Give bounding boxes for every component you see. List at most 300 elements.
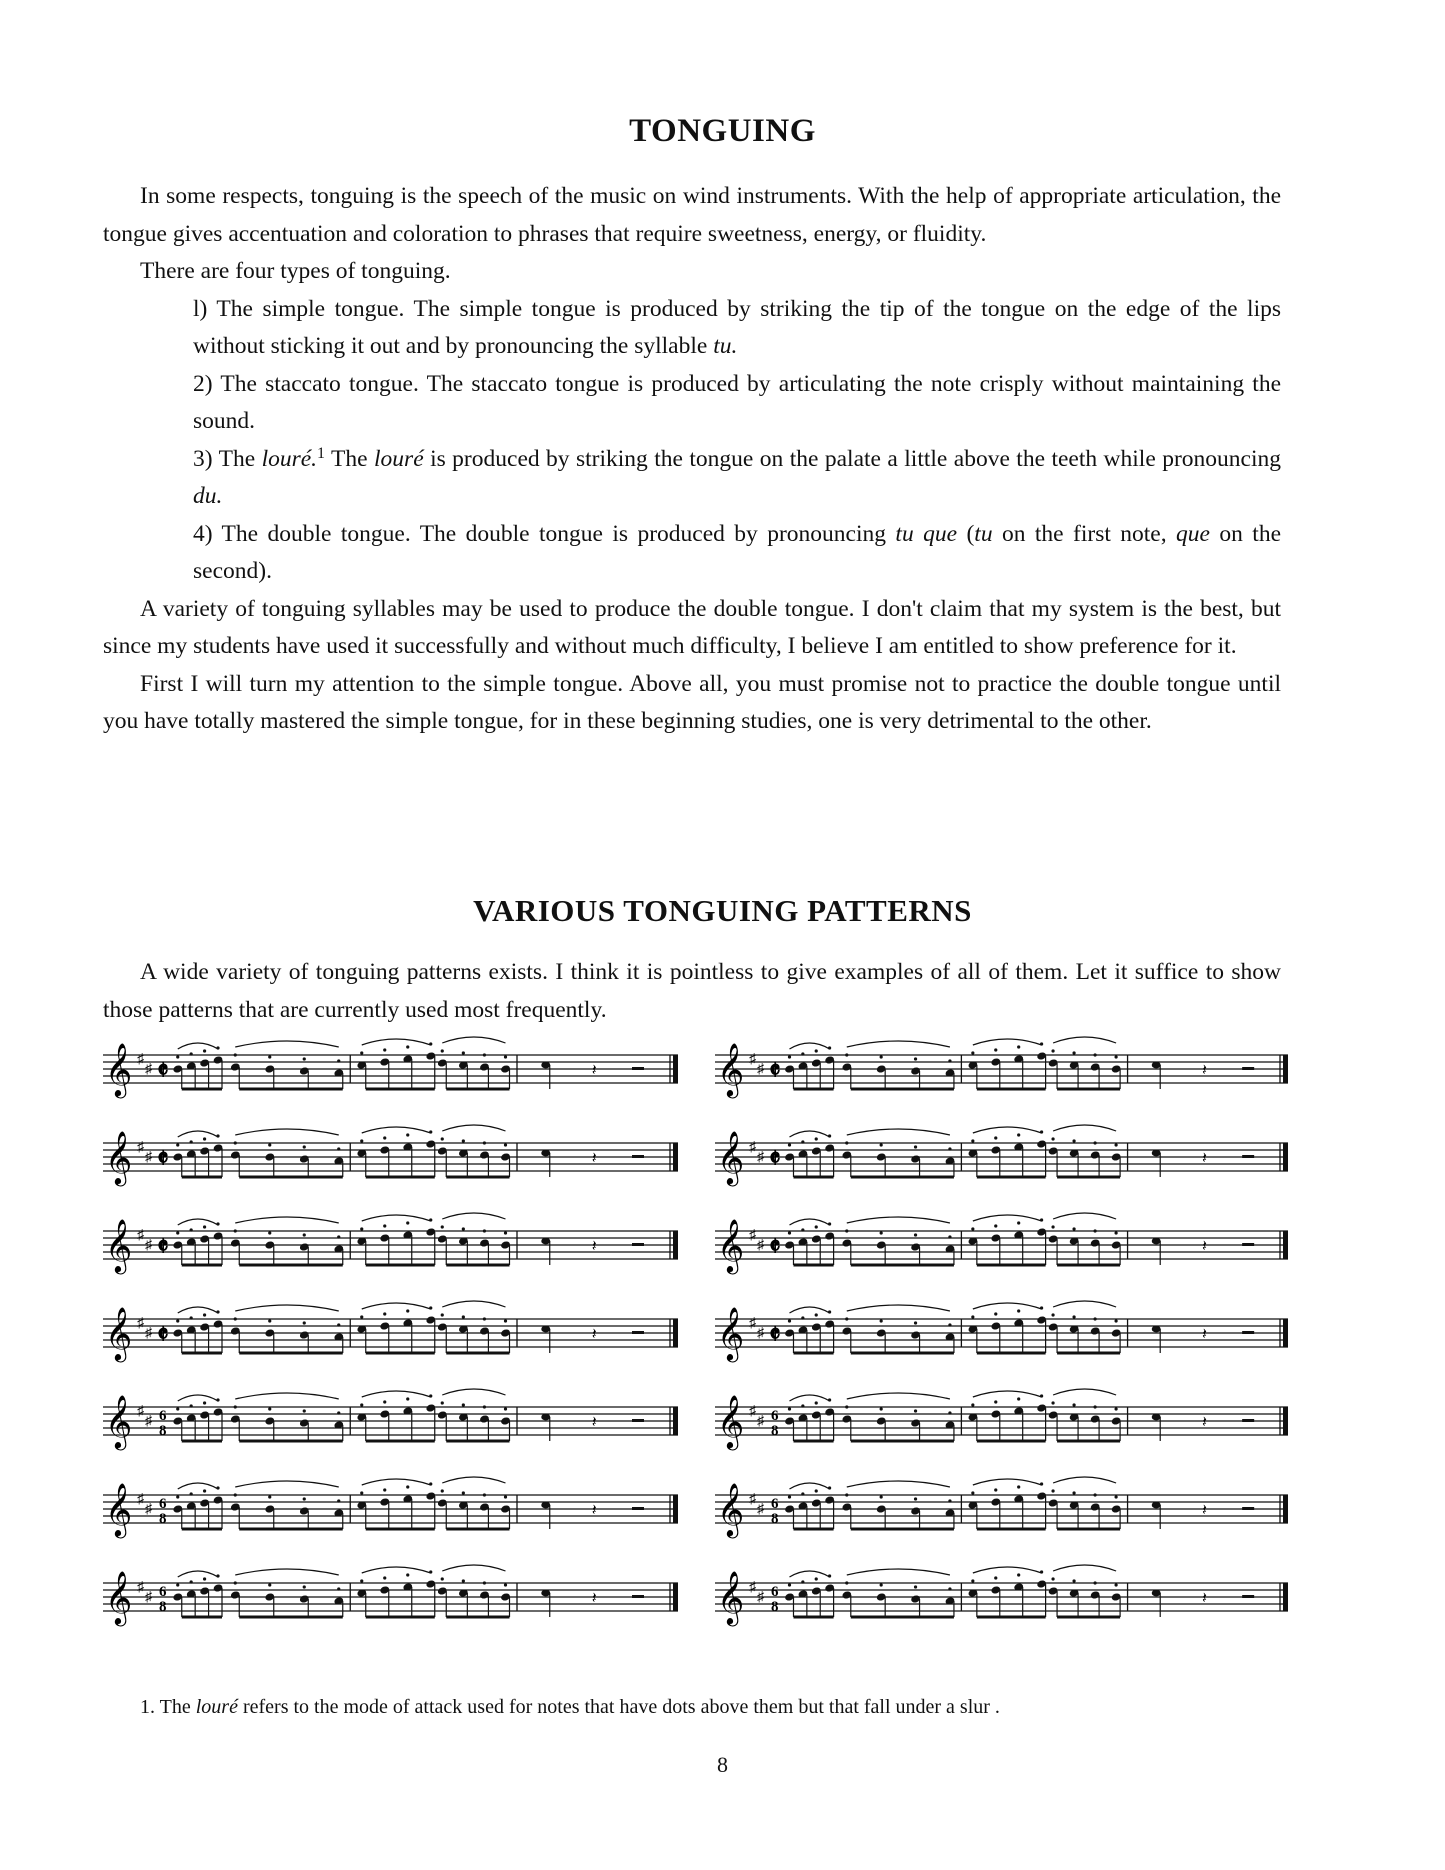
staccato-dot xyxy=(360,1579,363,1582)
note-head xyxy=(1152,1150,1161,1157)
slur xyxy=(178,1219,218,1225)
final-barline xyxy=(1283,1143,1288,1171)
staccato-dot xyxy=(203,1313,206,1316)
staccato-dot xyxy=(1017,1573,1020,1576)
time-signature-top: 6 xyxy=(159,1584,167,1600)
half-rest xyxy=(632,1595,644,1598)
staccato-dot xyxy=(1017,1133,1020,1136)
staccato-dot xyxy=(441,1137,444,1140)
staccato-dot xyxy=(234,1229,237,1232)
staccato-dot xyxy=(303,1057,306,1060)
time-signature-bottom: 8 xyxy=(159,1423,167,1439)
staccato-dot xyxy=(880,1495,883,1498)
sharp-icon: ♯ xyxy=(757,1414,764,1429)
staccato-dot xyxy=(914,1321,917,1324)
sharp-icon: ♯ xyxy=(757,1326,764,1341)
staccato-dot xyxy=(801,1580,804,1583)
tonguing-list xyxy=(103,291,1281,591)
rest-icon: 𝄽 xyxy=(591,1150,597,1167)
staccato-dot xyxy=(1115,1143,1118,1146)
staccato-dot xyxy=(303,1233,306,1236)
staccato-dot xyxy=(801,1316,804,1319)
slur xyxy=(362,1303,431,1309)
staccato-dot xyxy=(1072,1491,1075,1494)
staccato-dot xyxy=(383,1312,386,1315)
staccato-dot xyxy=(845,1141,848,1144)
staccato-dot xyxy=(801,1404,804,1407)
staccato-dot xyxy=(383,1400,386,1403)
staccato-dot xyxy=(1115,1231,1118,1234)
slur xyxy=(235,1305,339,1311)
staccato-dot xyxy=(268,1231,271,1234)
staccato-dot xyxy=(483,1581,486,1584)
slur xyxy=(1053,1565,1116,1571)
slur xyxy=(1053,1037,1116,1043)
staccato-dot xyxy=(234,1405,237,1408)
staccato-dot xyxy=(815,1577,818,1580)
staccato-dot xyxy=(1072,1051,1075,1054)
staccato-dot xyxy=(845,1229,848,1232)
sharp-icon: ♯ xyxy=(137,1228,144,1243)
staccato-dot xyxy=(1051,1489,1054,1492)
staccato-dot xyxy=(948,1499,951,1502)
final-barline xyxy=(1283,1495,1288,1523)
staccato-dot xyxy=(441,1489,444,1492)
sharp-icon: ♯ xyxy=(749,1140,756,1155)
note-head xyxy=(1152,1326,1161,1333)
slur xyxy=(847,1217,950,1223)
slur xyxy=(789,1571,829,1577)
staccato-dot xyxy=(383,1136,386,1139)
footnote: 1. The louré refers to the mode of attack used for notes that have dots above them but that fall under a slur . xyxy=(140,1696,1000,1718)
staccato-dot xyxy=(441,1313,444,1316)
slur xyxy=(847,1569,950,1575)
paragraph-4: First I will turn my attention to the simple tongue. Above all, you must promise not to practice the double tongue until you have totally mastered the simple tongue, for in these beginning studies, one is very detrimental to the other. xyxy=(103,670,1281,734)
staccato-dot xyxy=(994,1400,997,1403)
staccato-dot xyxy=(788,1407,791,1410)
slur xyxy=(973,1127,1042,1133)
rest-icon: 𝄽 xyxy=(1202,1150,1207,1167)
staccato-dot xyxy=(441,1049,444,1052)
staccato-dot xyxy=(994,1576,997,1579)
staccato-dot xyxy=(1093,1317,1096,1320)
staccato-dot xyxy=(337,1323,340,1326)
slur xyxy=(1053,1213,1116,1219)
rest-icon: 𝄽 xyxy=(591,1502,597,1519)
staccato-dot xyxy=(1115,1319,1118,1322)
staccato-dot xyxy=(176,1495,179,1498)
slur xyxy=(178,1043,218,1049)
list-item-4: 4) The double tongue. The double tongue is produced by pronouncing tu que (tu on the first note, que on the second). xyxy=(193,520,1281,584)
sharp-icon: ♯ xyxy=(137,1140,144,1155)
half-rest xyxy=(632,1155,644,1158)
staccato-dot xyxy=(203,1401,206,1404)
staccato-dot xyxy=(203,1489,206,1492)
slur xyxy=(235,1217,339,1223)
sharp-icon: ♯ xyxy=(749,1052,756,1067)
staccato-dot xyxy=(504,1055,507,1058)
note-head xyxy=(541,1414,550,1421)
staccato-dot xyxy=(176,1407,179,1410)
sharp-icon: ♯ xyxy=(749,1580,756,1595)
staccato-dot xyxy=(948,1587,951,1590)
sharp-icon: ♯ xyxy=(749,1492,756,1507)
staccato-dot xyxy=(190,1140,193,1143)
sharp-icon: ♯ xyxy=(145,1590,152,1605)
time-signature-top: 6 xyxy=(159,1408,167,1424)
staccato-dot xyxy=(337,1499,340,1502)
staccato-dot xyxy=(190,1316,193,1319)
staccato-dot xyxy=(203,1225,206,1228)
final-barline xyxy=(1283,1319,1288,1347)
staccato-dot xyxy=(176,1143,179,1146)
time-signature: 𝄵 xyxy=(769,1056,781,1086)
staccato-dot xyxy=(1051,1577,1054,1580)
sharp-icon: ♯ xyxy=(757,1062,764,1077)
slur xyxy=(847,1481,950,1487)
staccato-dot xyxy=(815,1489,818,1492)
slur xyxy=(973,1303,1042,1309)
staccato-dot xyxy=(383,1048,386,1051)
slur xyxy=(789,1219,829,1225)
slur xyxy=(1053,1389,1116,1395)
staccato-dot xyxy=(337,1411,340,1414)
treble-clef-icon: 𝄞 xyxy=(717,1482,745,1536)
staccato-dot xyxy=(971,1579,974,1582)
sharp-icon: ♯ xyxy=(757,1502,764,1517)
treble-clef-icon: 𝄞 xyxy=(105,1306,133,1360)
staccato-dot xyxy=(788,1143,791,1146)
staccato-dot xyxy=(504,1407,507,1410)
staccato-dot xyxy=(801,1052,804,1055)
staccato-dot xyxy=(190,1492,193,1495)
page-title: TONGUING xyxy=(629,113,816,149)
staccato-dot xyxy=(203,1049,206,1052)
staccato-dot xyxy=(948,1059,951,1062)
staccato-dot xyxy=(383,1224,386,1227)
staccato-dot xyxy=(360,1315,363,1318)
final-barline xyxy=(673,1231,678,1259)
staccato-dot xyxy=(483,1053,486,1056)
staccato-dot xyxy=(1017,1045,1020,1048)
rest-icon: 𝄽 xyxy=(591,1062,597,1079)
slur xyxy=(235,1129,339,1135)
treble-clef-icon: 𝄞 xyxy=(105,1394,133,1448)
slur xyxy=(442,1565,505,1571)
staccato-dot xyxy=(788,1231,791,1234)
staccato-dot xyxy=(337,1059,340,1062)
staccato-dot xyxy=(268,1407,271,1410)
list-item-1: l) The simple tongue. The simple tongue is produced by striking the tip of the tongue on the edge of the lips without sticking it out and by pronouncing the syllable tu. xyxy=(193,295,1281,359)
paragraph-1: In some respects, tonguing is the speech of the music on wind instruments. With the help of appropriate articulation, the tongue gives accentuation and coloration to phrases that require sweetness, energy, or fluidity. xyxy=(103,183,1281,247)
staccato-dot xyxy=(483,1141,486,1144)
treble-clef-icon: 𝄞 xyxy=(717,1218,745,1272)
staccato-dot xyxy=(880,1055,883,1058)
note-head xyxy=(541,1238,550,1245)
staccato-dot xyxy=(462,1491,465,1494)
sharp-icon: ♯ xyxy=(137,1404,144,1419)
staccato-dot xyxy=(504,1231,507,1234)
sharp-icon: ♯ xyxy=(137,1316,144,1331)
staccato-dot xyxy=(462,1315,465,1318)
staccato-dot xyxy=(483,1229,486,1232)
staccato-dot xyxy=(880,1583,883,1586)
staccato-dot xyxy=(406,1221,409,1224)
half-rest xyxy=(632,1507,644,1510)
slur xyxy=(1053,1301,1116,1307)
staccato-dot xyxy=(504,1583,507,1586)
slur xyxy=(789,1131,829,1137)
intro-text xyxy=(103,178,1281,741)
slur xyxy=(178,1395,218,1401)
sharp-icon: ♯ xyxy=(145,1150,152,1165)
final-barline xyxy=(673,1495,678,1523)
staccato-dot xyxy=(971,1491,974,1494)
slur xyxy=(1053,1125,1116,1131)
treble-clef-icon: 𝄞 xyxy=(717,1130,745,1184)
staccato-dot xyxy=(845,1317,848,1320)
staccato-dot xyxy=(880,1143,883,1146)
staccato-dot xyxy=(914,1409,917,1412)
staccato-dot xyxy=(303,1585,306,1588)
staccato-dot xyxy=(176,1055,179,1058)
final-barline xyxy=(1283,1407,1288,1435)
time-signature-bottom: 8 xyxy=(771,1423,779,1439)
staccato-dot xyxy=(1051,1225,1054,1228)
note-head xyxy=(541,1326,550,1333)
time-signature: 𝄵 xyxy=(157,1056,169,1086)
music-notation-examples xyxy=(103,1025,1313,1655)
slur xyxy=(789,1395,829,1401)
slur xyxy=(235,1569,339,1575)
staccato-dot xyxy=(360,1403,363,1406)
staccato-dot xyxy=(994,1312,997,1315)
rest-icon: 𝄽 xyxy=(591,1414,597,1431)
footnote-ref: 1 xyxy=(317,444,326,462)
sharp-icon: ♯ xyxy=(749,1316,756,1331)
note-head xyxy=(1152,1238,1161,1245)
sharp-icon: ♯ xyxy=(145,1414,152,1429)
slur xyxy=(973,1567,1042,1573)
staccato-dot xyxy=(880,1231,883,1234)
staccato-dot xyxy=(788,1583,791,1586)
rest-icon: 𝄽 xyxy=(1202,1502,1207,1519)
slur xyxy=(973,1391,1042,1397)
staccato-dot xyxy=(1072,1227,1075,1230)
staccato-dot xyxy=(1093,1493,1096,1496)
staccato-dot xyxy=(1051,1401,1054,1404)
staccato-dot xyxy=(176,1319,179,1322)
staccato-dot xyxy=(914,1057,917,1060)
list-item-2: 2) The staccato tongue. The staccato tongue is produced by articulating the note crisply without maintaining the sound. xyxy=(193,370,1281,434)
half-rest xyxy=(1242,1155,1254,1158)
slur xyxy=(847,1129,950,1135)
staccato-dot xyxy=(1051,1049,1054,1052)
staccato-dot xyxy=(845,1053,848,1056)
time-signature: 𝄵 xyxy=(769,1232,781,1262)
staccato-dot xyxy=(788,1319,791,1322)
time-signature-top: 6 xyxy=(159,1496,167,1512)
staccato-dot xyxy=(176,1231,179,1234)
note-head xyxy=(541,1590,550,1597)
staccato-dot xyxy=(268,1055,271,1058)
sharp-icon: ♯ xyxy=(137,1052,144,1067)
staccato-dot xyxy=(788,1495,791,1498)
slur xyxy=(178,1131,218,1137)
staccato-dot xyxy=(994,1048,997,1051)
final-barline xyxy=(673,1055,678,1083)
staccato-dot xyxy=(914,1497,917,1500)
staccato-dot xyxy=(234,1053,237,1056)
staccato-dot xyxy=(948,1235,951,1238)
treble-clef-icon: 𝄞 xyxy=(717,1042,745,1096)
staccato-dot xyxy=(1072,1139,1075,1142)
slur xyxy=(847,1041,950,1047)
staccato-dot xyxy=(383,1488,386,1491)
treble-clef-icon: 𝄞 xyxy=(105,1482,133,1536)
patterns-intro-text xyxy=(103,954,1281,1029)
half-rest xyxy=(1242,1507,1254,1510)
staccato-dot xyxy=(971,1403,974,1406)
slur xyxy=(442,1477,505,1483)
staccato-dot xyxy=(994,1224,997,1227)
slur xyxy=(362,1479,431,1485)
staccato-dot xyxy=(1072,1403,1075,1406)
staccato-dot xyxy=(462,1403,465,1406)
final-barline xyxy=(1283,1055,1288,1083)
slur xyxy=(789,1043,829,1049)
time-signature-bottom: 8 xyxy=(771,1599,779,1615)
slur xyxy=(362,1391,431,1397)
music-examples xyxy=(103,1025,1313,1655)
staccato-dot xyxy=(815,1049,818,1052)
staccato-dot xyxy=(788,1055,791,1058)
staccato-dot xyxy=(948,1147,951,1150)
staccato-dot xyxy=(1115,1583,1118,1586)
staccato-dot xyxy=(1051,1313,1054,1316)
staccato-dot xyxy=(914,1233,917,1236)
staccato-dot xyxy=(303,1409,306,1412)
note-head xyxy=(1152,1414,1161,1421)
slur xyxy=(235,1393,339,1399)
half-rest xyxy=(632,1331,644,1334)
slur xyxy=(362,1039,431,1045)
staccato-dot xyxy=(994,1488,997,1491)
staccato-dot xyxy=(268,1143,271,1146)
sharp-icon: ♯ xyxy=(145,1326,152,1341)
staccato-dot xyxy=(1093,1229,1096,1232)
time-signature: 𝄵 xyxy=(157,1232,169,1262)
rest-icon: 𝄽 xyxy=(1202,1414,1207,1431)
slur xyxy=(362,1127,431,1133)
time-signature-bottom: 8 xyxy=(159,1599,167,1615)
staccato-dot xyxy=(360,1227,363,1230)
half-rest xyxy=(632,1243,644,1246)
staccato-dot xyxy=(383,1576,386,1579)
rest-icon: 𝄽 xyxy=(591,1238,597,1255)
slur xyxy=(235,1481,339,1487)
staccato-dot xyxy=(441,1401,444,1404)
half-rest xyxy=(632,1067,644,1070)
slur xyxy=(847,1393,950,1399)
staccato-dot xyxy=(462,1579,465,1582)
sharp-icon: ♯ xyxy=(757,1150,764,1165)
staccato-dot xyxy=(994,1136,997,1139)
patterns-paragraph: A wide variety of tonguing patterns exists. I think it is pointless to give examples of all of them. Let it suffice to show those patterns that are currently used most frequently. xyxy=(103,959,1281,1023)
staccato-dot xyxy=(234,1493,237,1496)
staccato-dot xyxy=(360,1051,363,1054)
staccato-dot xyxy=(406,1573,409,1576)
section-title: VARIOUS TONGUING PATTERNS xyxy=(473,893,972,928)
staccato-dot xyxy=(914,1585,917,1588)
rest-icon: 𝄽 xyxy=(1202,1238,1207,1255)
staccato-dot xyxy=(234,1317,237,1320)
list-item-3: 3) The louré.$^1$ The louré is produced by striking the tongue on the palate a little above the teeth while pronouncing du. xyxy=(193,444,1281,509)
sharp-icon: ♯ xyxy=(145,1502,152,1517)
paragraph-2: There are four types of tonguing. xyxy=(140,258,451,284)
staccato-dot xyxy=(815,1313,818,1316)
sharp-icon: ♯ xyxy=(145,1238,152,1253)
rest-icon: 𝄽 xyxy=(1202,1590,1207,1607)
time-signature-bottom: 8 xyxy=(159,1511,167,1527)
time-signature: 𝄵 xyxy=(157,1320,169,1350)
staccato-dot xyxy=(483,1405,486,1408)
sharp-icon: ♯ xyxy=(757,1238,764,1253)
staccato-dot xyxy=(360,1139,363,1142)
staccato-dot xyxy=(190,1052,193,1055)
treble-clef-icon: 𝄞 xyxy=(105,1570,133,1624)
time-signature-top: 6 xyxy=(771,1584,779,1600)
staccato-dot xyxy=(406,1485,409,1488)
final-barline xyxy=(1283,1583,1288,1611)
half-rest xyxy=(1242,1331,1254,1334)
staccato-dot xyxy=(1093,1405,1096,1408)
slur xyxy=(442,1037,505,1043)
treble-clef-icon: 𝄞 xyxy=(717,1394,745,1448)
slur xyxy=(362,1567,431,1573)
rest-icon: 𝄽 xyxy=(1202,1326,1207,1343)
sharp-icon: ♯ xyxy=(137,1580,144,1595)
staccato-dot xyxy=(462,1139,465,1142)
slur xyxy=(442,1389,505,1395)
staccato-dot xyxy=(504,1319,507,1322)
staccato-dot xyxy=(1115,1055,1118,1058)
slur xyxy=(847,1305,950,1311)
sharp-icon: ♯ xyxy=(757,1590,764,1605)
staccato-dot xyxy=(971,1227,974,1230)
staccato-dot xyxy=(801,1140,804,1143)
sharp-icon: ♯ xyxy=(749,1228,756,1243)
note-head xyxy=(541,1062,550,1069)
note-head xyxy=(1152,1590,1161,1597)
staccato-dot xyxy=(268,1495,271,1498)
sharp-icon: ♯ xyxy=(749,1404,756,1419)
staccato-dot xyxy=(303,1145,306,1148)
staccato-dot xyxy=(441,1225,444,1228)
staccato-dot xyxy=(1017,1309,1020,1312)
time-signature: 𝄵 xyxy=(769,1320,781,1350)
slur xyxy=(789,1483,829,1489)
slur xyxy=(973,1479,1042,1485)
final-barline xyxy=(673,1407,678,1435)
time-signature: 𝄵 xyxy=(157,1144,169,1174)
sharp-icon: ♯ xyxy=(145,1062,152,1077)
staccato-dot xyxy=(462,1051,465,1054)
staccato-dot xyxy=(234,1581,237,1584)
time-signature: 𝄵 xyxy=(769,1144,781,1174)
final-barline xyxy=(1283,1231,1288,1259)
slur xyxy=(235,1041,339,1047)
